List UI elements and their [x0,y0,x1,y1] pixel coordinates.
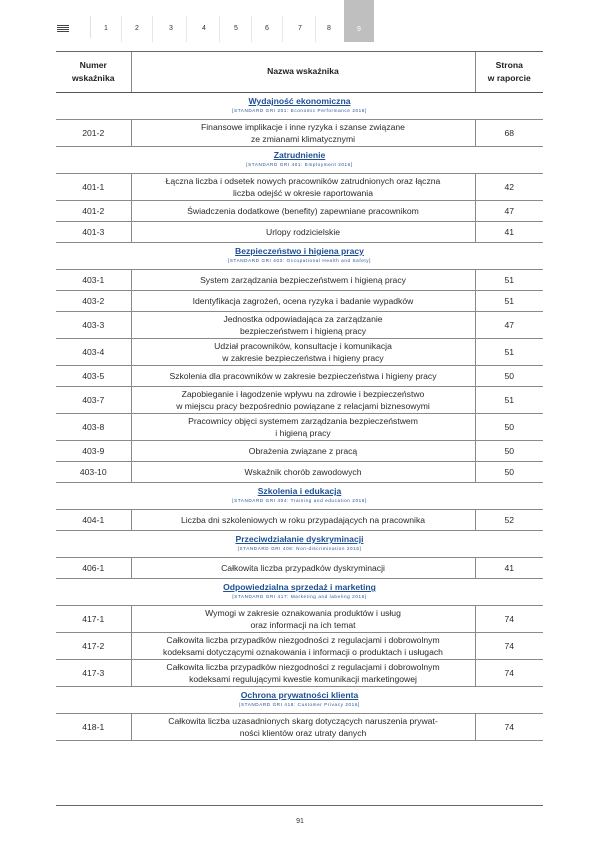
header-page: Strona w raporcie [475,52,543,92]
section-title: Przeciwdziałanie dyskryminacji [235,534,364,544]
table-row [56,119,543,146]
indicator-name: System zarządzania bezpieczeństwem i higieną pracy [131,269,475,290]
report-page: 51 [475,290,543,311]
indicator-number: 401-1 [56,173,131,200]
report-page: 52 [475,509,543,530]
section-header-row [56,242,543,269]
indicator-name: Łączna liczba i odsetek nowych pracowników zatrudnionych oraz łączna liczba odejść w okresie raportowania [131,173,475,200]
section-title: Szkolenia i edukacja [257,486,342,496]
indicator-number: 417-1 [56,605,131,632]
report-page: 47 [475,311,543,338]
table-row [56,338,543,365]
section-header [56,578,543,605]
section-title: Ochrona prywatności klienta [240,690,359,700]
section-header [56,482,543,509]
table-header-row [56,52,543,92]
table-row [56,365,543,386]
section-standard: [STANDARD GRI 403: Occupational Health and Safety] [227,258,372,263]
indicator-number: 401-3 [56,221,131,242]
indicator-name: Obrażenia związane z pracą [131,440,475,461]
section-standard: [STANDARD GRI 401: Employment 2016] [246,162,353,167]
indicator-name: Całkowita liczba przypadków niezgodności z regulacjami i dobrowolnym kodeksami dotyczącymi oznakowania i informacji o produktach i usługach [131,632,475,659]
indicator-number: 403-8 [56,413,131,440]
indicator-name: Całkowita liczba przypadków dyskryminacji [131,557,475,578]
indicator-name: Całkowita liczba przypadków niezgodności z regulacjami i dobrowolnym kodeksami regulującymi kwestie komunikacji marketingowej [131,659,475,686]
section-header [56,92,543,119]
indicator-name: Zapobieganie i łagodzenie wpływu na zdrowie i bezpieczeństwo w miejscu pracy bezpośrednio powiązane z relacjami biznesowymi [131,386,475,413]
chapter-tab-3[interactable]: 3 [156,16,187,42]
table-row [56,311,543,338]
chapter-tab-2[interactable]: 2 [122,16,153,42]
table-row [56,269,543,290]
report-page: 41 [475,221,543,242]
section-title: Zatrudnienie [273,150,326,160]
table-row [56,461,543,482]
header-number: Numer wskaźnika [56,52,131,92]
report-page: 68 [475,119,543,146]
indicator-name: Całkowita liczba uzasadnionych skarg dotyczących naruszenia prywat- ności klientów oraz utraty danych [131,713,475,740]
table-row [56,713,543,740]
indicator-number: 403-2 [56,290,131,311]
indicator-name: Identyfikacja zagrożeń, ocena ryzyka i badanie wypadków [131,290,475,311]
chapter-tab-6[interactable]: 6 [252,16,283,42]
table-row [56,386,543,413]
indicator-name: Udział pracowników, konsultacje i komunikacja w zakresie bezpieczeństwa i higieny pracy [131,338,475,365]
table-row [56,605,543,632]
report-page: 51 [475,269,543,290]
section-header-row [56,530,543,557]
section-standard: [STANDARD GRI 404: Training and education 2016] [232,498,367,503]
report-page: 74 [475,659,543,686]
section-header-row [56,92,543,119]
chapter-tab-5[interactable]: 5 [221,16,252,42]
indicator-name: Wskaźnik chorób zawodowych [131,461,475,482]
report-page: 41 [475,557,543,578]
section-standard: [STANDARD GRI 406: Non-discrimination 2016] [237,546,362,551]
indicator-name: Urlopy rodzicielskie [131,221,475,242]
section-header-row [56,578,543,605]
report-page: 50 [475,413,543,440]
indicator-number: 403-5 [56,365,131,386]
report-page: 74 [475,713,543,740]
section-standard: [STANDARD GRI 201: Economic Performance 2016] [232,108,367,113]
table-row [56,290,543,311]
section-header-row [56,482,543,509]
indicator-number: 417-3 [56,659,131,686]
section-header [56,686,543,713]
report-page: 50 [475,440,543,461]
page-number: 91 [296,818,304,825]
header-name: Nazwa wskaźnika [131,52,475,92]
indicator-number: 403-7 [56,386,131,413]
top-navigation [0,0,600,42]
indicator-number: 406-1 [56,557,131,578]
report-page: 42 [475,173,543,200]
indicator-number: 403-9 [56,440,131,461]
chapter-tab-8[interactable]: 8 [314,16,345,42]
indicator-name: Pracownicy objęci systemem zarządzania bezpieczeństwem i higieną pracy [131,413,475,440]
table-row [56,557,543,578]
section-header-row [56,686,543,713]
table-row [56,509,543,530]
indicator-name: Finansowe implikacje i inne ryzyka i szanse związane ze zmianami klimatycznymi [131,119,475,146]
report-page: 51 [475,386,543,413]
indicator-name: Liczba dni szkoleniowych w roku przypadających na pracownika [131,509,475,530]
section-title: Bezpieczeństwo i higiena pracy [235,246,364,256]
chapter-tab-4[interactable]: 4 [189,16,220,42]
table-row [56,440,543,461]
section-title: Odpowiedzialna sprzedaż i marketing [223,582,376,592]
table-row [56,173,543,200]
section-header-row [56,146,543,173]
indicator-name: Jednostka odpowiadająca za zarządzanie bezpieczeństwem i higieną pracy [131,311,475,338]
indicator-name: Wymogi w zakresie oznakowania produktów i usług oraz informacji na ich temat [131,605,475,632]
report-page: 50 [475,365,543,386]
indicator-number: 403-1 [56,269,131,290]
report-page: 47 [475,200,543,221]
report-page: 74 [475,605,543,632]
section-header [56,242,543,269]
chapter-tab-7[interactable]: 7 [285,16,316,42]
table-row [56,632,543,659]
indicator-number: 401-2 [56,200,131,221]
indicator-name: Szkolenia dla pracowników w zakresie bezpieczeństwa i higieny pracy [131,365,475,386]
indicator-number: 404-1 [56,509,131,530]
report-page: 74 [475,632,543,659]
table-bottom-rule [56,805,543,806]
menu-icon[interactable] [57,25,69,32]
section-header [56,530,543,557]
section-header [56,146,543,173]
table-row [56,200,543,221]
section-standard: [STANDARD GRI 418: Customer Privacy 2016] [239,702,360,707]
indicator-number: 403-4 [56,338,131,365]
table-row [56,221,543,242]
table-row [56,659,543,686]
indicator-number: 418-1 [56,713,131,740]
section-standard: [STANDARD GRI 417: Marketing and labeling 2016] [232,594,367,599]
chapter-tab-1[interactable]: 1 [91,16,122,42]
report-page: 51 [475,338,543,365]
indicator-number: 403-10 [56,461,131,482]
indicator-number: 403-3 [56,311,131,338]
indicator-number: 417-2 [56,632,131,659]
chapter-tab-9-active[interactable]: 9 [344,0,374,42]
indicator-number: 201-2 [56,119,131,146]
table-row [56,413,543,440]
indicator-name: Świadczenia dodatkowe (benefity) zapewniane pracownikom [131,200,475,221]
section-title: Wydajność ekonomiczna [248,96,351,106]
gri-index-table [56,52,543,741]
report-page: 50 [475,461,543,482]
